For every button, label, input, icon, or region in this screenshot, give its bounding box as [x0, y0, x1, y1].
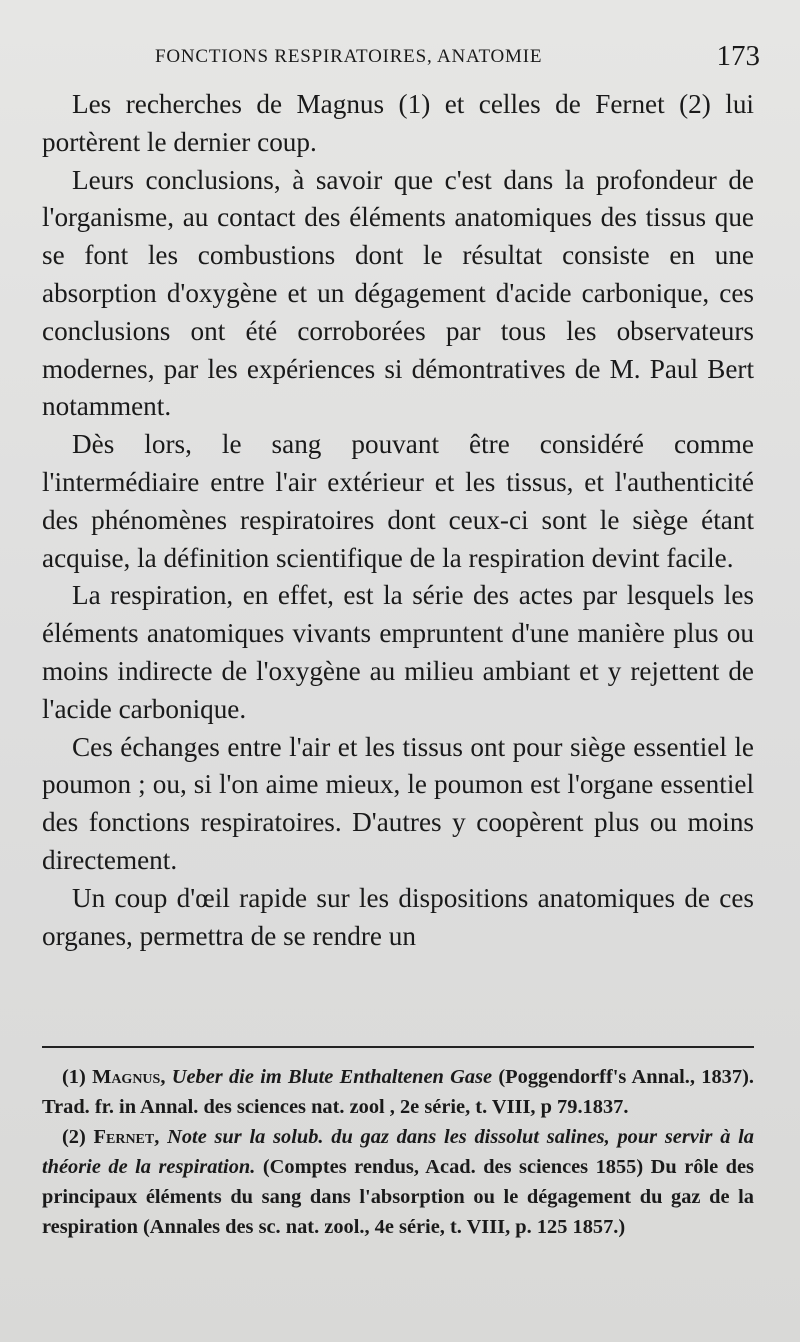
footnote-divider [42, 1046, 754, 1048]
footnote-1 [42, 1062, 754, 1122]
paragraph: Un coup d'œil rapide sur les dispositions anatomiques de ces organes, permettra de se rendre un [42, 882, 754, 951]
footnotes [42, 1062, 754, 1242]
footnote-title: Note sur la solub. du gaz dans les dissolut salines, pour servir à la théorie de la respiration. [42, 1126, 754, 1178]
paragraph: La respiration, en effet, est la série des actes par lesquels les éléments anatomiques vivants empruntent d'une manière plus ou moins indirecte de l'oxygène au milieu ambiant et y rejettent de l'acide carbonique. [42, 580, 754, 724]
page-header [40, 40, 760, 80]
paragraph: Ces échanges entre l'air et les tissus ont pour siège essentiel le poumon ; ou, si l'on aime mieux, le poumon est l'organe essentiel des fonctions respiratoires. D'autres y coopèrent plus ou moins directement. [42, 731, 754, 875]
paragraph: Dès lors, le sang pouvant être considéré comme l'intermédiaire entre l'air extérieur et les tissus, et l'authenticité des phénomènes respiratoires dont ceux-ci sont le siège étant acquise, la définition scientifique de la respiration devint facile. [42, 429, 754, 573]
paragraph: Leurs conclusions, à savoir que c'est dans la profondeur de l'organisme, au contact des éléments anatomiques des tissus que se font les combustions dont le résultat consiste en une absorption d'oxygène et un dégagement d'acide carbonique, ces conclusions ont été corroborées par tous les observateurs modernes, par les expériences si démontratives de M. Paul Bert notamment. [42, 164, 754, 422]
footnote-author: Fernet, [93, 1126, 160, 1148]
footnote-2 [42, 1122, 754, 1242]
running-title: FONCTIONS RESPIRATOIRES, ANATOMIE [155, 46, 543, 67]
footnote-marker: (2) [62, 1126, 86, 1148]
footnote-author: Magnus, [92, 1066, 166, 1088]
footnote-title: Ueber die im Blute Enthaltenen Gase [171, 1066, 493, 1088]
footnote-reference: (Comptes rendus, Acad. des sciences 1855) Du rôle des principaux éléments du sang dans l'absorption ou le dégagement du gaz de la respiration (Annales des sc. nat. zool., 4e série, t. VIII, p. 125 1857.) [42, 1156, 754, 1238]
paragraph: Les recherches de Magnus (1) et celles de Fernet (2) lui portèrent le dernier coup. [42, 89, 754, 157]
body-text [42, 86, 754, 955]
footnote-marker: (1) [62, 1066, 86, 1088]
footnote-reference: (Poggendorff's Annal., 1837). Trad. fr. in Annal. des sciences nat. zool , 2e série, t. VIII, p 79.1837. [42, 1066, 754, 1118]
page-number: 173 [716, 40, 760, 72]
